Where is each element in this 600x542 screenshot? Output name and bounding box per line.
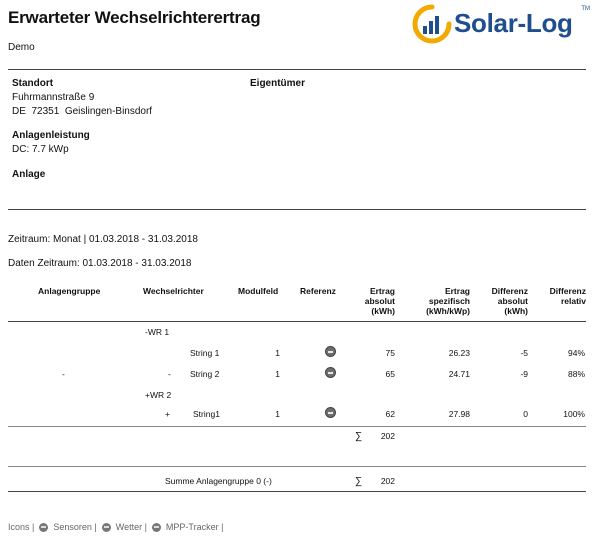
table-row-modulfeld: 1 — [275, 369, 280, 379]
sensor-icon — [39, 523, 48, 532]
table-row-differenz-absolut: 0 — [523, 409, 528, 419]
table-row-differenz-relativ: 100% — [563, 409, 585, 419]
col-header-differenz-relativ: Differenz relativ — [549, 286, 586, 306]
col-header-referenz: Referenz — [300, 286, 336, 296]
summe-anlagengruppe-value: 202 — [380, 476, 395, 486]
table-row-string-label: String 2 — [190, 369, 220, 379]
inverter-wr2-prefix: + — [165, 409, 170, 419]
logo-trademark: TM — [581, 6, 590, 12]
logo-text: Solar-Log — [454, 8, 573, 38]
table-header-divider — [8, 321, 586, 322]
sum-divider — [8, 466, 586, 467]
col-header-differenz-absolut: Differenz absolut (kWh) — [491, 286, 528, 316]
col-header-anlagengruppe: Anlagengruppe — [38, 286, 101, 296]
table-row-differenz-absolut: -9 — [520, 369, 528, 379]
col-header-ertrag-absolut: Ertrag absolut (kWh) — [364, 286, 395, 316]
legend-sensoren: Sensoren | — [53, 522, 97, 532]
table-row-differenz-absolut: -5 — [520, 348, 528, 358]
anlagenleistung-value: DC: 7.7 kWp — [12, 144, 69, 155]
standort-label: Standort — [12, 78, 54, 89]
icon-legend — [8, 522, 223, 532]
table-row-ertrag-absolut: 75 — [385, 348, 395, 358]
anlagengruppe-value: - — [62, 369, 65, 379]
daten-zeitraum-text: Daten Zeitraum: 01.03.2018 - 31.03.2018 — [8, 258, 192, 269]
sensor-reference-icon[interactable] — [325, 367, 336, 378]
sensor-reference-icon[interactable] — [325, 346, 336, 357]
sensor-reference-icon[interactable] — [325, 407, 336, 418]
sum-value: 202 — [380, 431, 395, 441]
table-row-ertrag-spezifisch: 26.23 — [448, 348, 470, 358]
summe-symbol: ∑ — [355, 476, 363, 487]
mpp-tracker-icon — [152, 523, 161, 532]
rows-divider — [8, 426, 586, 427]
summe-anlagengruppe-label: Summe Anlagengruppe 0 (-) — [165, 476, 272, 486]
table-bottom-divider — [8, 491, 586, 492]
inverter-wr2-label: +WR 2 — [145, 390, 172, 400]
anlage-label: Anlage — [12, 169, 46, 180]
eigentuemer-label: Eigentümer — [250, 78, 306, 89]
inverter-wr1-prefix: - — [168, 369, 171, 379]
weather-icon — [102, 523, 111, 532]
col-header-ertrag-spezifisch: Ertrag spezifisch (kWh/kWp) — [426, 286, 470, 316]
solar-log-logo-icon — [412, 4, 452, 44]
page-title: Erwarteter Wechselrichterertrag — [8, 8, 261, 27]
table-row-ertrag-absolut: 62 — [385, 409, 395, 419]
plant-name: Demo — [8, 42, 35, 53]
address-line-2: DE 72351 Geislingen-Binsdorf — [12, 106, 153, 117]
zeitraum-text: Zeitraum: Monat | 01.03.2018 - 31.03.2018 — [8, 234, 198, 245]
legend-mpp: MPP-Tracker | — [165, 522, 224, 532]
col-header-wechselrichter: Wechselrichter — [143, 286, 204, 296]
table-row-differenz-relativ: 88% — [567, 369, 585, 379]
solar-log-logo — [412, 4, 594, 44]
legend-icons-label: Icons | — [8, 522, 35, 532]
anlagenleistung-label: Anlagenleistung — [12, 130, 90, 141]
table-row-modulfeld: 1 — [275, 348, 280, 358]
legend-wetter: Wetter | — [115, 522, 147, 532]
sum-symbol: ∑ — [355, 431, 363, 442]
table-row-ertrag-absolut: 65 — [385, 369, 395, 379]
table-row-string-label: String 1 — [190, 348, 220, 358]
table-row-differenz-relativ: 94% — [567, 348, 585, 358]
table-row-string-label: String1 — [193, 409, 220, 419]
table-row-modulfeld: 1 — [275, 409, 280, 419]
header-divider — [8, 69, 586, 70]
table-row-ertrag-spezifisch: 27.98 — [448, 409, 470, 419]
table-row-ertrag-spezifisch: 24.71 — [448, 369, 470, 379]
col-header-modulfeld: Modulfeld — [238, 286, 279, 296]
address-line-1: Fuhrmannstraße 9 — [12, 92, 95, 103]
inverter-wr1-label: -WR 1 — [145, 327, 170, 337]
info-divider — [8, 209, 586, 210]
